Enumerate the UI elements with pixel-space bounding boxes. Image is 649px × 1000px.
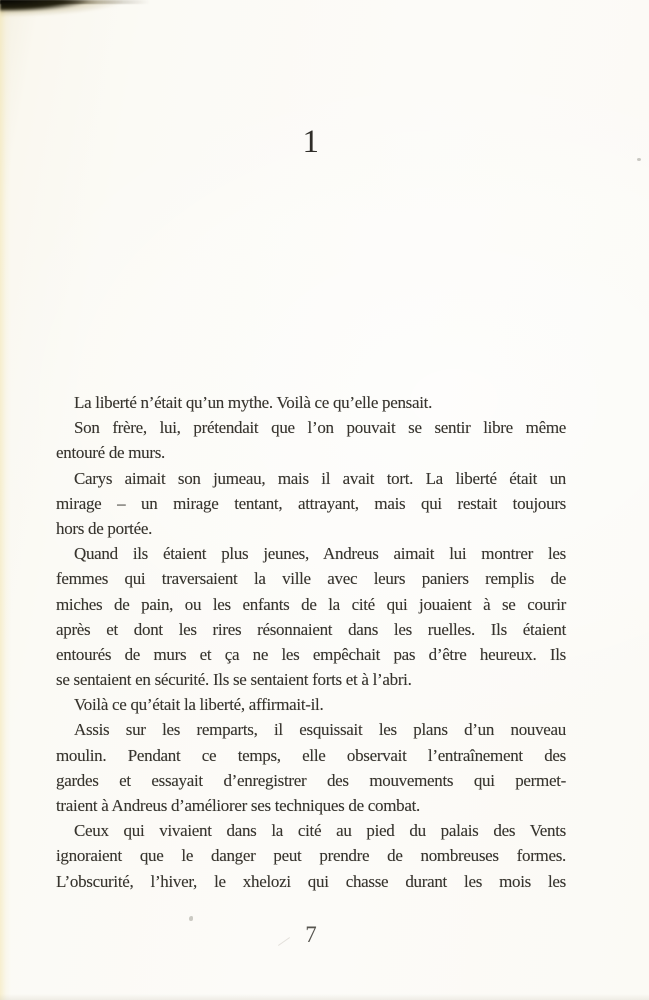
body-line: Ceux qui vivaient dans la cité au pied du palais des Vents <box>74 821 566 841</box>
paragraph <box>56 717 566 818</box>
body-line: Carys aimait son jumeau, mais il avait tort. La liberté était un <box>74 468 566 488</box>
body-line: Voilà ce qu’était la liberté, affirmait-il. <box>74 695 324 715</box>
body-line: moulin. Pendant ce temps, elle observait l’entraînement des <box>56 745 566 765</box>
body-line: mirage – un mirage tentant, attrayant, mais qui restait toujours <box>56 493 566 513</box>
scan-corner-artifact <box>0 0 130 28</box>
body-line: traient à Andreus d’améliorer ses techniques de combat. <box>56 796 420 815</box>
body-line: entourés de murs et ça ne les empêchait pas d’être heureux. Ils <box>56 644 566 664</box>
paragraph <box>56 541 566 692</box>
scan-bottom-edge-shadow <box>0 994 649 1000</box>
body-line: miches de pain, ou les enfants de la cité qui jouaient à se courir <box>56 594 566 614</box>
body-line: Assis sur les remparts, il esquissait les plans d’un nouveau <box>74 720 566 740</box>
scan-speck <box>637 158 641 161</box>
chapter-number: 1 <box>302 124 320 160</box>
scan-speck <box>189 916 193 921</box>
body-line: hors de portée. <box>56 518 153 538</box>
body-line: La liberté n’était qu’un mythe. Voilà ce qu’elle pensait. <box>74 393 433 412</box>
body-line: Son frère, lui, prétendait que l’on pouvait se sentir libre même <box>74 418 566 438</box>
body-line: se sentaient en sécurité. Ils se sentaient forts et à l’abri. <box>56 670 412 690</box>
body-line: entouré de murs. <box>56 443 165 463</box>
paragraph <box>56 466 566 542</box>
paragraph <box>56 415 566 465</box>
paragraph <box>56 818 566 894</box>
body-text <box>56 390 566 894</box>
body-line: gardes et essayait d’enregistrer des mouvements qui permet- <box>56 770 566 790</box>
body-line: après et dont les rires résonnaient dans les ruelles. Ils étaient <box>56 619 566 639</box>
body-line: Quand ils étaient plus jeunes, Andreus aimait lui montrer les <box>74 544 566 564</box>
paragraph <box>56 692 566 717</box>
body-line: ignoraient que le danger peut prendre de nombreuses formes. <box>56 846 566 866</box>
body-line: femmes qui traversaient la ville avec leurs paniers remplis de <box>56 569 566 589</box>
page-number: 7 <box>305 922 317 947</box>
paragraph <box>56 390 566 415</box>
scan-left-edge-tint <box>0 0 11 1000</box>
body-line: L’obscurité, l’hiver, le xhelozi qui chasse durant les mois les <box>56 871 566 891</box>
